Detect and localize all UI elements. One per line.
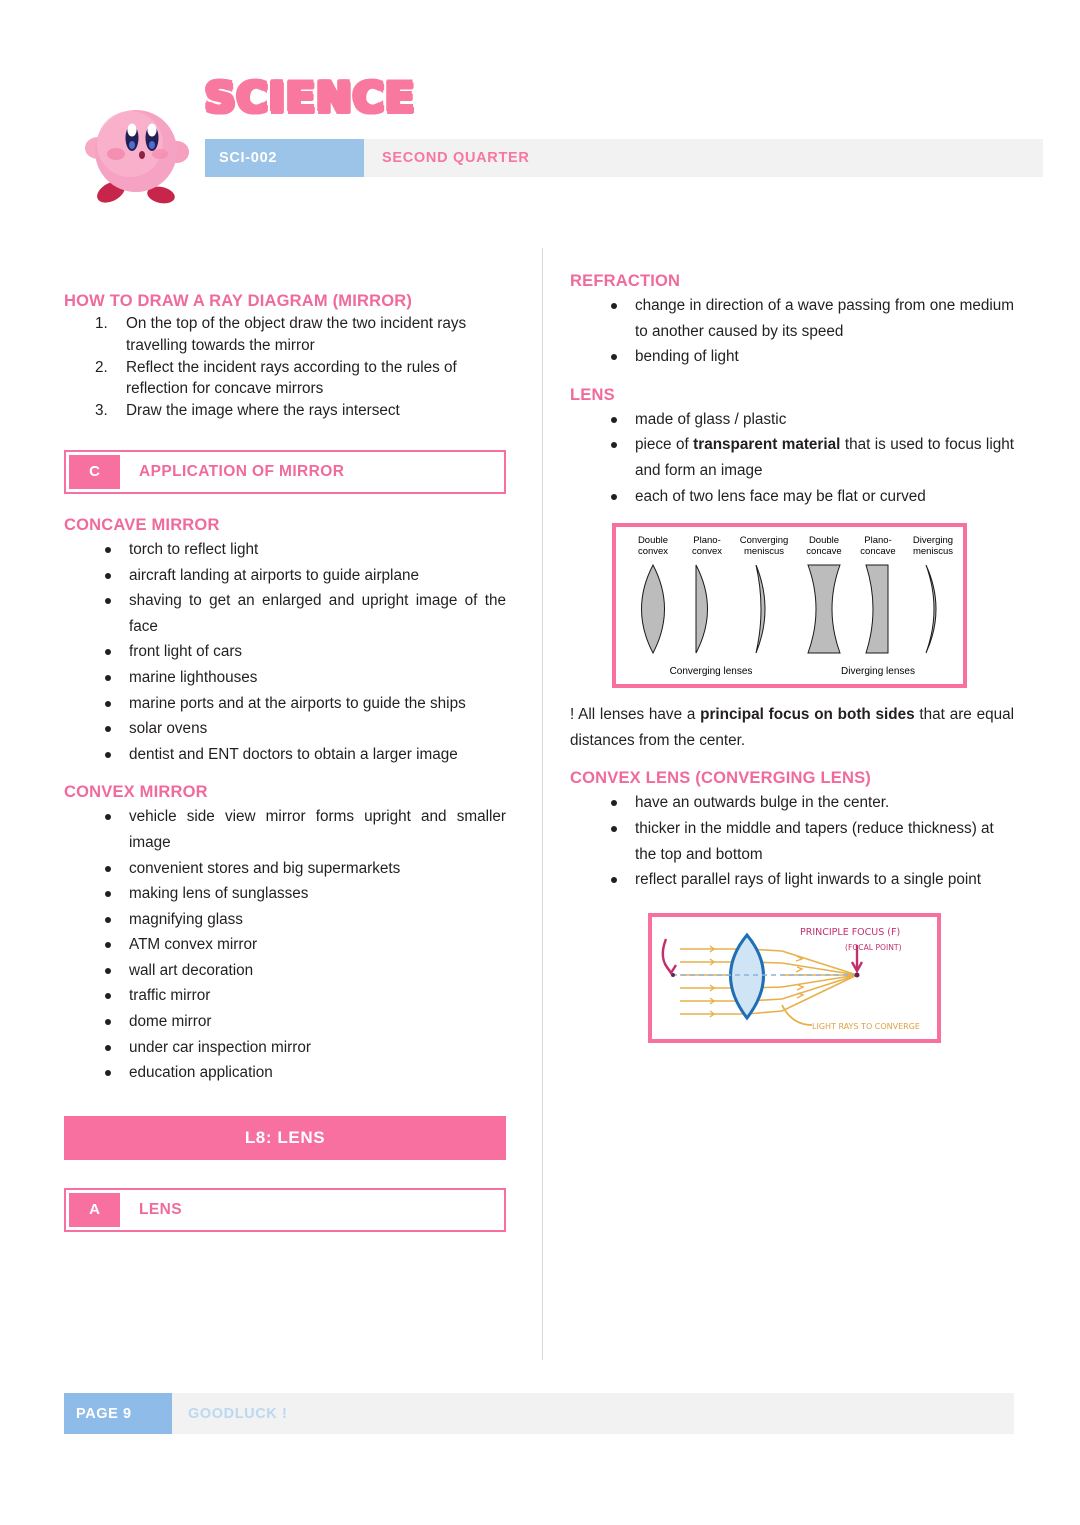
list-item: bending of light [608,344,1014,370]
list-item: education application [102,1060,506,1086]
concave-mirror-heading: CONCAVE MIRROR [64,515,220,534]
lesson-banner: L8: LENS [64,1116,506,1160]
lens-note: ! All lenses have a principal focus on both sides that are equal distances from the center. [570,706,1014,749]
figure-group-label-diverging: Diverging lenses [841,666,915,678]
list-item: marine lighthouses [102,665,506,691]
convex-lens-heading: CONVEX LENS (CONVERGING LENS) [570,769,871,788]
svg-text:Double: Double [637,535,669,547]
section-letter-badge: A [66,1190,123,1230]
list-item: front light of cars [102,639,506,665]
list-item: ATM convex mirror [102,932,506,958]
list-item: solar ovens [102,716,506,742]
list-item: marine ports and at the airports to guide the ships [102,691,506,717]
refraction-heading: REFRACTION [570,272,681,290]
list-item: 1. On the top of the object draw the two incident rays travelling towards the mirror [112,313,506,357]
course-code-chip: SCI-002 [205,139,364,177]
section-a-box [64,1188,506,1232]
course-bar [205,139,1043,177]
convex-lens-ray-diagram [648,913,941,1043]
list-item: convenient stores and big supermarkets [102,856,506,882]
list-item: 2. Reflect the incident rays according to the rules of reflection for concave mirrors [112,357,506,401]
ray-diagram-heading: HOW TO DRAW A RAY DIAGRAM (MIRROR) [64,292,413,310]
column-divider [542,248,543,1360]
svg-text:Diverging: Diverging [912,535,954,547]
svg-text:Double: Double [808,535,840,547]
page-header [0,0,1080,215]
list-item: traffic mirror [102,983,506,1009]
list-item: change in direction of a wave passing from one medium to another caused by its speed [608,293,1014,344]
list-item-rich: piece of transparent material that is used to focus light and form an image [608,432,1014,483]
list-item: dome mirror [102,1009,506,1035]
footer-message: GOODLUCK ! [188,1405,288,1422]
svg-text:Plano-: Plano- [693,535,721,547]
figure-annotation-rays: LIGHT RAYS TO CONVERGE [812,1021,920,1031]
svg-text:convex: convex [691,546,723,558]
svg-text:meniscus: meniscus [743,546,785,558]
svg-text:convex: convex [637,546,669,558]
concave-mirror-list [102,537,506,767]
lens-list [608,407,1014,509]
list-item: vehicle side view mirror forms upright and smaller image [102,804,506,855]
svg-text:Converging: Converging [739,535,789,547]
list-item: making lens of sunglasses [102,881,506,907]
list-item: aircraft landing at airports to guide airplane [102,563,506,589]
section-title: LENS [139,1200,182,1218]
convex-lens-list [608,790,1014,892]
svg-text:concave: concave [860,546,896,558]
lens-heading: LENS [570,385,615,404]
list-item: torch to reflect light [102,537,506,563]
list-item: shaving to get an enlarged and upright image of the face [102,588,506,639]
list-item: magnifying glass [102,907,506,933]
svg-text:(FOCAL POINT): (FOCAL POINT) [845,942,902,952]
svg-text:meniscus: meniscus [912,546,954,558]
svg-text:PRINCIPLE FOCUS (F): PRINCIPLE FOCUS (F) [800,926,901,938]
section-title: APPLICATION OF MIRROR [139,462,345,480]
section-letter-badge: C [66,452,123,492]
refraction-list [608,293,1014,370]
convex-mirror-heading: CONVEX MIRROR [64,783,208,802]
lens-types-diagram [612,523,967,688]
section-c-box [64,450,506,494]
page-number-chip: PAGE 9 [64,1393,172,1434]
list-item: 3. Draw the image where the rays intersect [112,400,506,422]
list-item: wall art decoration [102,958,506,984]
svg-text:Plano-: Plano- [864,535,892,547]
list-item: thicker in the middle and tapers (reduce thickness) at the top and bottom [608,816,1014,867]
ray-diagram-steps [112,313,506,422]
list-item: dentist and ENT doctors to obtain a larger image [102,742,506,768]
convex-mirror-list [102,804,506,1086]
quarter-label: SECOND QUARTER [382,150,530,166]
list-item: made of glass / plastic [608,407,1014,433]
left-column [64,292,506,1254]
list-item: each of two lens face may be flat or curved [608,484,1014,510]
figure-group-label-converging: Converging lenses [669,666,753,678]
right-column [570,272,1014,1043]
svg-text:concave: concave [806,546,842,558]
page-title: SCIENCE [205,73,416,122]
list-item: under car inspection mirror [102,1035,506,1061]
page-footer [64,1393,1014,1434]
list-item: reflect parallel rays of light inwards to a single point [608,867,1014,893]
list-item: have an outwards bulge in the center. [608,790,1014,816]
kirby-icon [78,96,194,206]
